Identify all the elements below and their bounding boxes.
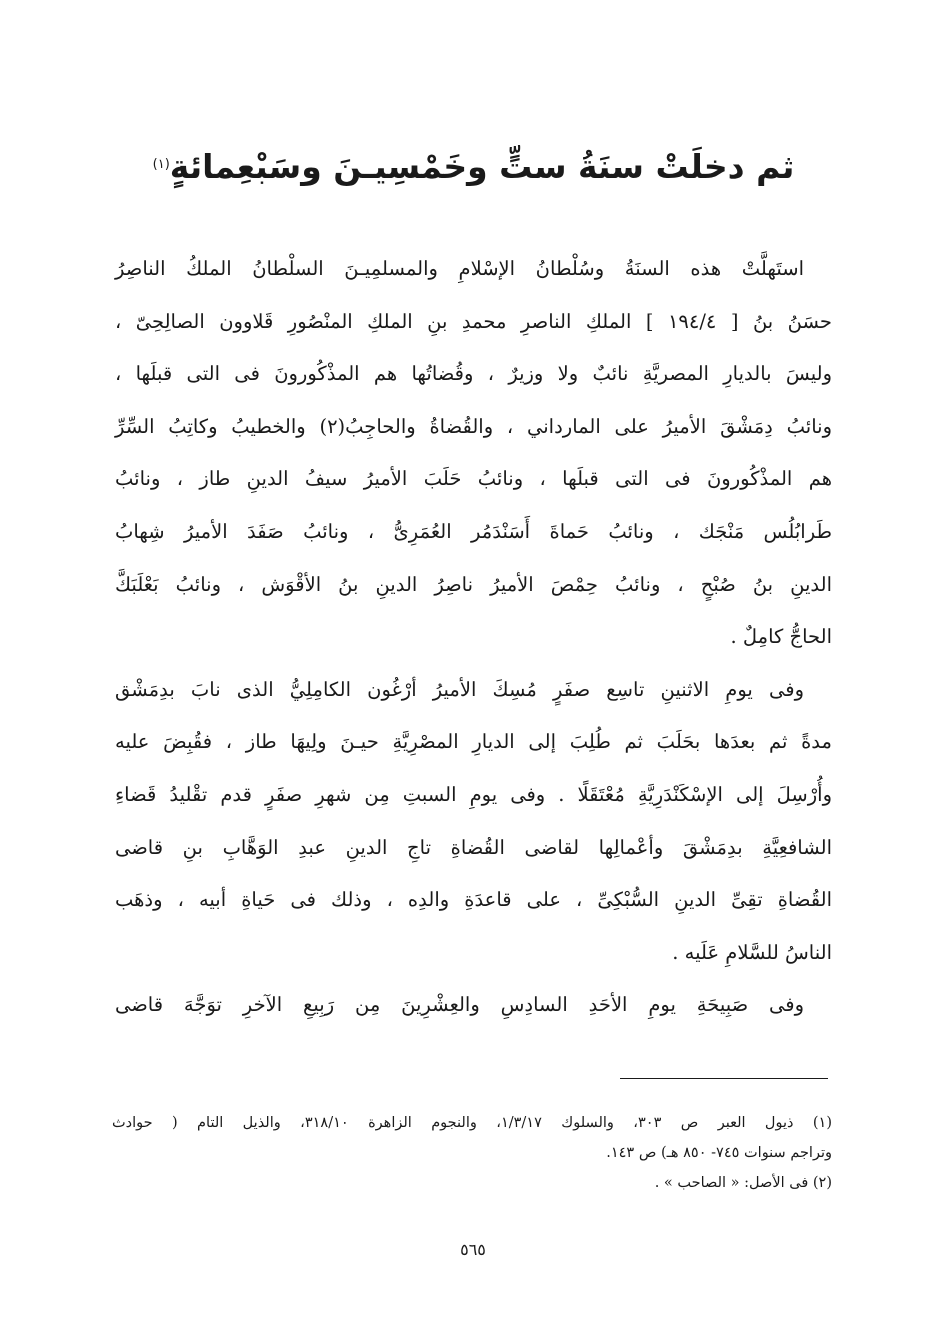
text-line: وفى يومِ الاثنينِ تاسِع صفَرٍ مُسِكَ الأميرُ أرْغُون الكامِلِيُّ الذى نابَ بدِمَشْق — [115, 677, 804, 701]
text-line: مدةً ثم بعدَها بحَلَبَ ثم طُلِبَ إلى الديارِ المصْرِيَّةِ حيـنَ ولِيهَا طاز ، فقُبِضَ عليه — [115, 730, 832, 754]
text-line: القُضاةِ تقِىِّ الدينِ السُّبْكِىِّ ، على قاعدَةِ والدِه ، وذلك فى حَياةِ أبيه ، وذهَب — [115, 888, 832, 912]
text-line: طَرابُلُس مَنْجَك ، ونائبُ حَماةَ أَسَنْدَمُر العُمَرِىُّ ، ونائبُ صَفَدَ الأميرُ شِهابُ — [115, 519, 832, 543]
footnote-2: (٢) فى الأصل: « الصاحب » . — [654, 1175, 832, 1191]
text-line: حسَنُ بنُ [ ١٩٤/٤ ] الملكِ الناصرِ محمدِ بنِ الملكِ المنْصُورِ قَلاوون الصالِحِىّ ، — [115, 309, 832, 333]
text-line: هم المذْكُورونَ فى التى قبلَها ، ونائبُ حَلَبَ الأميرُ سيفُ الدينِ طاز ، ونائبُ — [115, 467, 832, 491]
footnote-1-line-1: (١) ذيول العبر ص ٣٠٣، والسلوك ١/٣/١٧، والنجوم الزاهرة ٣١٨/١٠، والذيل التام ( حوادث — [112, 1115, 832, 1131]
text-line: الناسُ للسَّلامِ عَلَيه . — [672, 940, 832, 964]
paragraph-3 — [115, 979, 832, 1032]
footnote-1-line-2: وتراجم سنوات ٧٤٥- ٨٥٠ هـ) ص ١٤٣. — [606, 1145, 832, 1161]
text-line: وأُرْسِلَ إلى الإسْكَنْدَرِيَّةِ مُعْتَقَلًا . وفى يومِ السبتِ مِن شهرِ صفَرٍ قدم تقْليدُ قَضاءِ — [115, 782, 832, 806]
text-line: وليسَ بالديارِ المصريَّةِ نائبٌ ولا وزيرٌ ، وقُضاتُها هم المذْكُورونَ فى التى قبلَها ، — [115, 362, 832, 386]
footnote-divider — [620, 1078, 828, 1079]
main-text — [115, 243, 832, 1032]
text-line: الدينِ بنُ صُبْحٍ ، ونائبُ حِمْصَ الأميرُ ناصِرُ الدينِ بنُ الأقْوَش ، ونائبُ بَعْلَبَكَّ — [115, 572, 832, 596]
heading-footnote-ref: (١) — [152, 157, 170, 172]
text-line: استَهلَّتْ هذه السنَةُ وسُلْطانُ الإسْلامِ والمسلمِيـنَ السلْطانُ الملكُ الناصِرُ — [115, 257, 804, 280]
page-number: ٥٦٥ — [460, 1240, 486, 1259]
text-line: ونائبُ دِمَشْقَ الأميرُ على المارداني ، والقُضاةُ والحاجِبُ(٢) والخطيبُ وكاتِبُ السِّرِّ — [115, 414, 832, 438]
text-line: الحاجُّ كامِلٌ . — [730, 625, 832, 649]
heading-title: ثم دخلَتْ سنَةُ ستٍّ وخَمْسِيـنَ وسَبْعِمائةٍ — [169, 147, 795, 186]
chapter-heading — [150, 142, 797, 192]
text-line: وفى صَبِيحَةِ يومِ الأحَدِ السادِسِ والعِشْرِينَ مِن رَبِيعِ الآخرِ توَجَّهَ قاضى — [115, 993, 804, 1017]
text-line: الشافعِيَّةِ بدِمَشْقَ وأعْمالِها لقاضى القُضاةِ تاجِ الدينِ عبدِ الوَهَّابِ بنِ قاضى — [115, 835, 832, 859]
paragraph-1 — [115, 243, 832, 664]
footnotes — [112, 1108, 832, 1198]
paragraph-2 — [115, 664, 832, 980]
